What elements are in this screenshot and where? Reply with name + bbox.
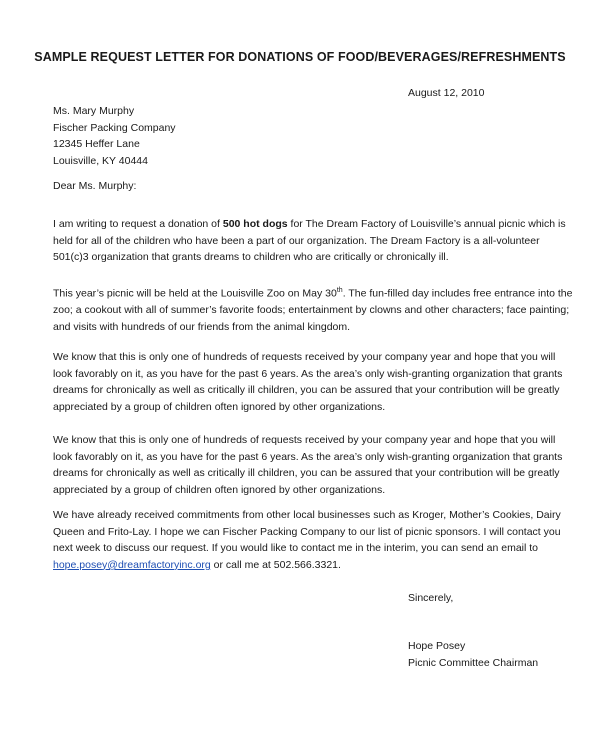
- recipient-address: [53, 103, 176, 169]
- paragraph-request: [53, 216, 566, 266]
- recipient-city: Louisville, KY 40444: [53, 154, 148, 167]
- paragraph-line: zoo; a cookout with all of summer’s favorite foods; entertainment by clowns and other characters; face painting;: [53, 304, 570, 317]
- recipient-company: Fischer Packing Company: [53, 121, 176, 134]
- closing: Sincerely,: [408, 592, 454, 604]
- paragraph-appeal-2: [53, 432, 563, 498]
- signature-block: [408, 638, 538, 671]
- donation-item: 500 hot dogs: [222, 218, 288, 230]
- paragraph-line: appreciated by a group of children often ignored by other organizations.: [53, 483, 386, 496]
- paragraph-line: I am writing to request a donation of 500 hot dogs for The Dream Factory of Louisville’s annual picnic which is: [53, 218, 566, 230]
- signature-name: Hope Posey: [408, 640, 466, 652]
- signature-role: Picnic Committee Chairman: [408, 656, 539, 669]
- paragraph-line: dreams for chronically as well as critically ill children, you can be assured that your contribution will be greatly: [53, 384, 560, 397]
- paragraph-line: We know that this is only one of hundreds of requests received by your company year and hope that you will: [53, 351, 556, 363]
- recipient-name: Ms. Mary Murphy: [53, 105, 135, 117]
- paragraph-line: We have already received commitments from other local businesses such as Kroger, Mother’s Cookies, Dairy: [53, 509, 561, 521]
- paragraph-appeal-1: [53, 349, 563, 415]
- paragraph-sponsors: [53, 507, 561, 573]
- paragraph-line: look favorably on it, as you have for the past 6 years. As the area’s only wish-granting organization that grants: [53, 450, 563, 463]
- paragraph-line: next week to discuss our request. If you would like to contact me in the interim, you can send an email to: [53, 542, 538, 555]
- paragraph-line: We know that this is only one of hundreds of requests received by your company year and hope that you will: [53, 434, 556, 446]
- paragraph-line: hope.posey@dreamfactoryinc.org or call me at 502.566.3321.: [53, 558, 341, 571]
- paragraph-line: and visits with hundreds of our friends from the animal kingdom.: [53, 320, 351, 333]
- recipient-street: 12345 Heffer Lane: [53, 138, 140, 150]
- letter-title: SAMPLE REQUEST LETTER FOR DONATIONS OF FOOD/BEVERAGES/REFRESHMENTS: [34, 50, 566, 64]
- paragraph-line: Queen and Frito-Lay. I hope we can Fischer Packing Company to our list of picnic sponsors. I will contact you: [53, 525, 561, 538]
- paragraph-line: held for all of the children who have been a part of our organization. The Dream Factory is a all-volunteer: [53, 234, 540, 247]
- paragraph-line: This year’s picnic will be held at the Louisville Zoo on May 30th. The fun-filled day includes free entrance into the: [53, 287, 573, 300]
- paragraph-line: dreams for chronically as well as critically ill children, you can be assured that your contribution will be greatly: [53, 467, 560, 480]
- paragraph-line: 501(c)3 organization that grants dreams to children who are critically or chronically ill.: [53, 251, 449, 264]
- email-link[interactable]: hope.posey@dreamfactoryinc.org: [53, 558, 211, 571]
- paragraph-line: look favorably on it, as you have for the past 6 years. As the area’s only wish-granting organization that grants: [53, 367, 563, 380]
- salutation: Dear Ms. Murphy:: [53, 180, 137, 192]
- paragraph-line: appreciated by a group of children often ignored by other organizations.: [53, 400, 386, 413]
- paragraph-event: [53, 283, 573, 335]
- letter-date: August 12, 2010: [408, 87, 485, 99]
